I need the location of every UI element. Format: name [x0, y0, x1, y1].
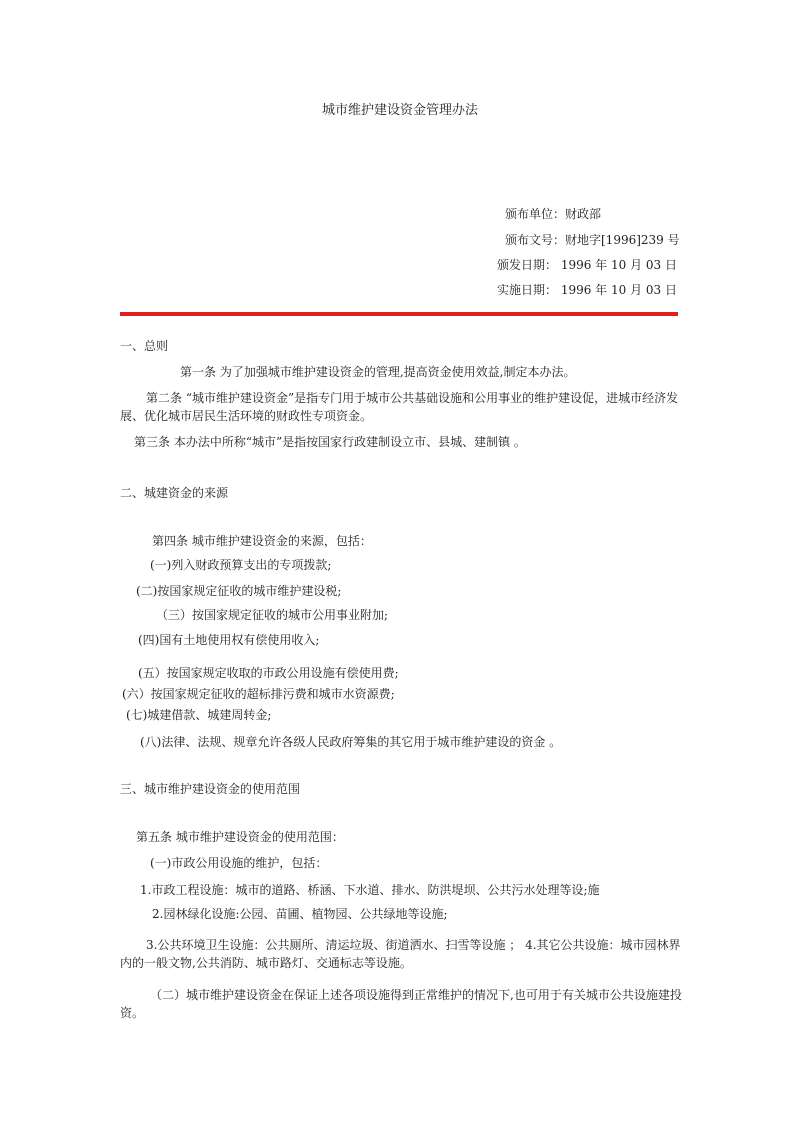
- source-item: (四)国有土地使用权有偿使用收入;: [138, 633, 320, 647]
- meta-effective-date: 实施日期： 1996 年 10 月 03 日: [497, 283, 677, 297]
- usage-item: 3.公共环境卫生设施：公共厕所、清运垃圾、街道洒水、扫雪等设施 ； 4.其它公共设施：城市园林界内的一般文物,公共消防、城市路灯、交通标志等设施。: [120, 938, 681, 970]
- source-item: (一)列入财政预算支出的专项拨款;: [150, 558, 332, 572]
- source-item: (二)按国家规定征收的城市维护建设税;: [136, 584, 342, 598]
- article-3: 第三条 本办法中所称“城市”是指按国家行政建制设立市、县城、建制镇 。: [134, 435, 526, 449]
- source-item: (七)城建借款、城建周转金;: [126, 708, 272, 722]
- usage-item: (一)市政公用设施的维护，包括：: [150, 856, 328, 870]
- usage-item: 2.园林绿化设施:公园、苗圃、植物园、公共绿地等设施;: [152, 907, 448, 921]
- source-item: (六）按国家规定征收的超标排污费和城市水资源费;: [122, 687, 395, 701]
- red-divider: [120, 312, 678, 316]
- meta-doc-number: 颁布文号：财地字[1996]239 号: [505, 233, 680, 247]
- article-2: 第二条 “城市维护建设资金”是指专门用于城市公共基础设施和公用事业的维护建设促，进城市经济发展、优化城市居民生活环境的财政性专项资金。: [120, 391, 679, 423]
- doc-title: 城市维护建设资金管理办法: [321, 103, 478, 118]
- article-1: 第一条 为了加强城市维护建设资金的管理,提高资金使用效益,制定本办法。: [180, 365, 576, 379]
- article-4: 第四条 城市维护建设资金的来源，包括：: [152, 534, 372, 548]
- source-item: (八)法律、法规、规章允许各级人民政府筹集的其它用于城市维护建设的资金 。: [140, 735, 562, 749]
- section-heading-usage: 三、城市维护建设资金的使用范围: [120, 782, 301, 796]
- meta-issue-date: 颁发日期： 1996 年 10 月 03 日: [497, 258, 677, 272]
- section-heading-general: 一、总则: [120, 339, 169, 353]
- meta-issuer: 颁布单位：财政部: [505, 207, 602, 221]
- usage-item: （二）城市维护建设资金在保证上述各项设施得到正常维护的情况下,也可用于有关城市公共设施建投资。: [120, 988, 682, 1020]
- section-heading-sources: 二、城建资金的来源: [120, 486, 229, 500]
- article-5: 第五条 城市维护建设资金的使用范围：: [136, 830, 344, 844]
- source-item: （三）按国家规定征收的城市公用事业附加;: [156, 608, 389, 622]
- usage-item: 1.市政工程设施：城市的道路、桥涵、下水道、排水、防洪堤坝、公共污水处理等设;施: [140, 883, 600, 897]
- source-item: (五）按国家规定收取的市政公用设施有偿使用费;: [138, 666, 399, 680]
